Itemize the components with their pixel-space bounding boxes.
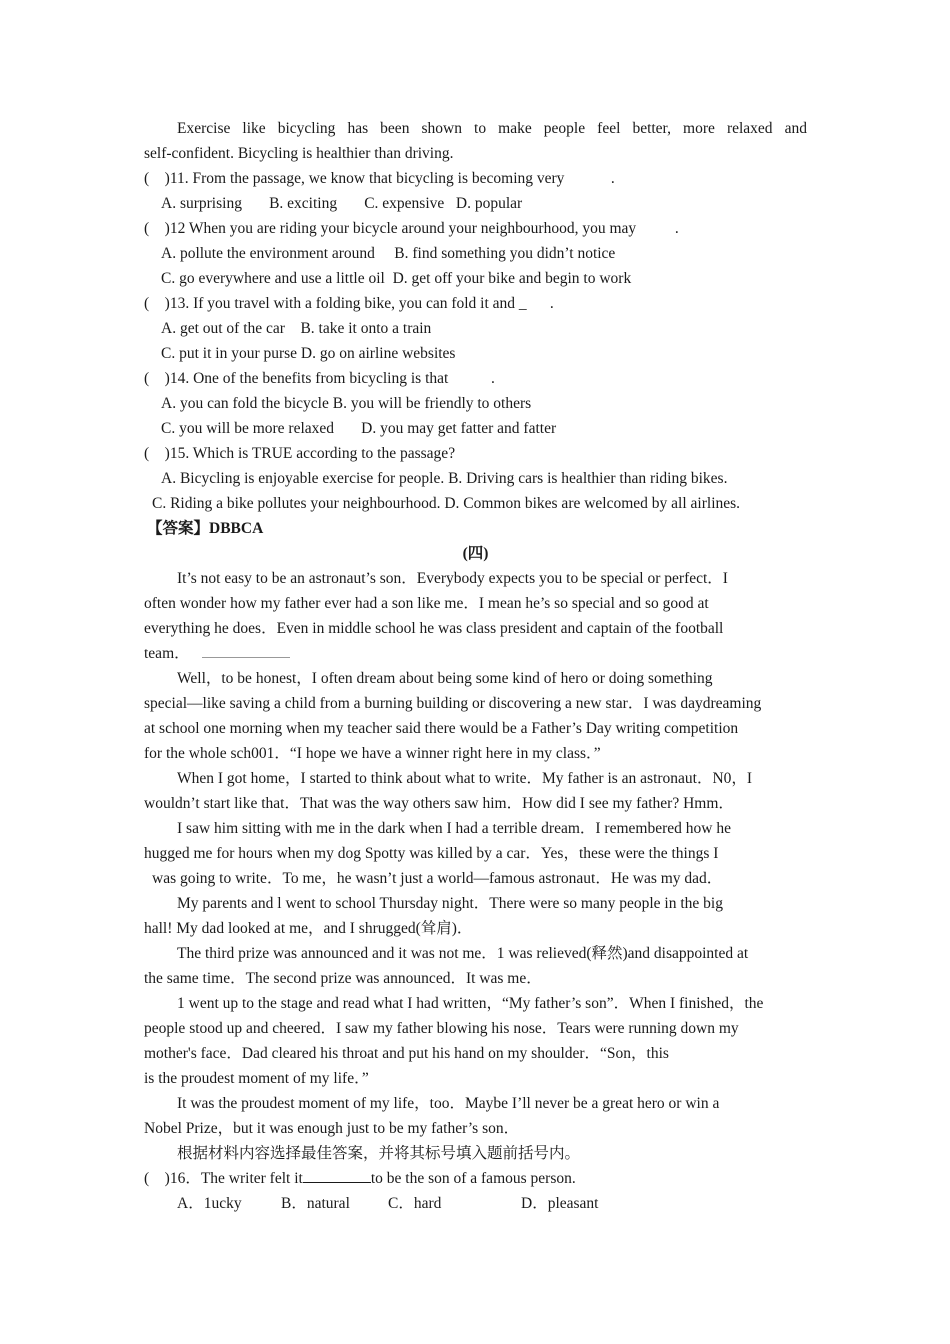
passage-line: wouldn’t start like that．That was the way others saw him．How did I see my father? Hmm． (144, 795, 734, 812)
passage-text: team． (144, 645, 190, 662)
passage-line: for the whole sch001．“I hope we have a winner right here in my class．” (144, 745, 601, 762)
passage-line (144, 641, 807, 666)
passage-line: Exercise like bicycling has been shown to make people feel better, more relaxed and (177, 120, 807, 137)
passage-line: at school one morning when my teacher said there would be a Father’s Day writing competition (144, 720, 739, 737)
passage-line: special—like saving a child from a burning building or discovering a new star．I was daydreaming (144, 695, 762, 712)
passage-line: It’s not easy to be an astronaut’s son．Everybody expects you to be special or perfect．I (177, 570, 728, 587)
question-stem: ( )12 When you are riding your bicycle around your neighbourhood, you may . (144, 220, 679, 237)
question-stem (144, 1166, 807, 1191)
question-options: C. you will be more relaxed D. you may get fatter and fatter (161, 420, 557, 437)
question-stem: ( )13. If you travel with a folding bike, you can fold it and _ . (144, 295, 554, 312)
passage-line: hugged me for hours when my dog Spotty was killed by a car．Yes，these were the things I (144, 845, 719, 862)
question-options: A. get out of the car B. take it onto a train (161, 320, 432, 337)
passage-line: When I got home，I started to think about what to write．My father is an astronaut．N0，I (177, 770, 753, 787)
passage-line: was going to write．To me，he wasn’t just a world—famous astronaut．He was my dad． (152, 870, 723, 887)
question-options: A. surprising B. exciting C. expensive D. popular (161, 195, 523, 212)
question-stem: ( )14. One of the benefits from bicycling is that . (144, 370, 495, 387)
option-d: D．pleasant (521, 1195, 599, 1212)
passage-line: It was the proudest moment of my life，too．Maybe I’ll never be a great hero or win a (177, 1095, 720, 1112)
answer-key: 【答案】DBBCA (147, 520, 264, 537)
passage-line: The third prize was announced and it was not me．1 was relieved(释然)and disappointed at (177, 945, 749, 962)
passage-line: My parents and l went to school Thursday night．There were so many people in the big (177, 895, 723, 912)
question-options: C. put it in your purse D. go on airline websites (161, 345, 456, 362)
option-c: C．hard (388, 1195, 442, 1212)
passage-line: everything he does．Even in middle school he was class president and captain of the football (144, 620, 724, 637)
question-options: C. go everywhere and use a little oil D. get off your bike and begin to work (161, 270, 632, 287)
question-options: A. pollute the environment around B. find something you didn’t notice (161, 245, 616, 262)
passage-line: people stood up and cheered．I saw my father blowing his nose．Tears were running down my (144, 1020, 739, 1037)
passage-line: self-confident. Bicycling is healthier than driving. (144, 145, 454, 162)
question-options: A. you can fold the bicycle B. you will be friendly to others (161, 395, 532, 412)
question-options: C. Riding a bike pollutes your neighbourhood. D. Common bikes are welcomed by all airlines. (152, 495, 741, 512)
option-a: A．1ucky (177, 1195, 242, 1212)
passage-line: the same time．The second prize was announced．It was me． (144, 970, 542, 987)
passage-line: mother's face．Dad cleared his throat and put his hand on my shoulder．“Son，this (144, 1045, 669, 1062)
question-stem-before: ( )16．The writer felt it (144, 1170, 303, 1187)
section-heading: (四) (462, 545, 489, 562)
blank-underline (202, 643, 290, 658)
question-options (177, 1191, 807, 1216)
question-stem: ( )11. From the passage, we know that bicycling is becoming very . (144, 170, 615, 187)
answer-blank[interactable] (303, 1168, 371, 1183)
question-stem-after: to be the son of a famous person. (370, 1170, 576, 1187)
passage-line: 1 went up to the stage and read what I had written，“My father’s son”．When I finished，the (177, 995, 764, 1012)
passage-line: Well，to be honest，I often dream about being some kind of hero or doing something (177, 670, 713, 687)
option-b: B．natural (281, 1195, 350, 1212)
passage-line: I saw him sitting with me in the dark when I had a terrible dream．I remembered how he (177, 820, 731, 837)
passage-line: Nobel Prize，but it was enough just to be my father’s son． (144, 1120, 520, 1137)
question-stem: ( )15. Which is TRUE according to the passage? (144, 445, 456, 462)
question-options: A. Bicycling is enjoyable exercise for people. B. Driving cars is healthier than riding bikes. (161, 470, 728, 487)
passage-line: is the proudest moment of my life．” (144, 1070, 369, 1087)
instruction-text: 根据材料内容选择最佳答案，并将其标号填入题前括号内。 (177, 1145, 581, 1162)
passage-line: often wonder how my father ever had a son like me．I mean he’s so special and so good at (144, 595, 709, 612)
passage-line: hall! My dad looked at me，and I shrugged(耸肩)． (144, 920, 473, 937)
